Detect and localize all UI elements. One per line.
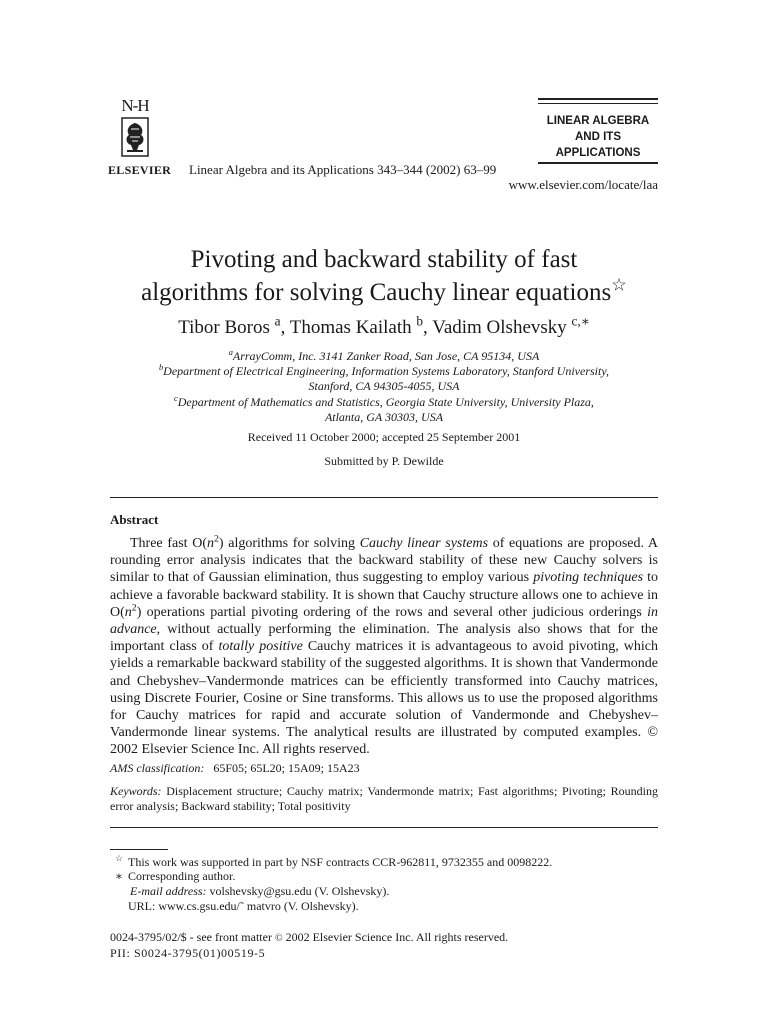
abstract-math: n <box>206 536 214 551</box>
affiliation-text: Department of Electrical Engineering, Information Systems Laboratory, Stanford University, <box>163 364 610 378</box>
affiliation-text: ArrayComm, Inc. 3141 Zanker Road, San Jose, CA 95134, USA <box>232 349 540 363</box>
keywords-value: Displacement structure; Cauchy matrix; Vandermonde matrix; Fast algorithms; Pivoting; Rounding error analysis; Backward stability; Total positivity <box>110 784 658 813</box>
author-name: Tibor Boros <box>178 317 270 338</box>
journal-box-line: APPLICATIONS <box>555 147 641 159</box>
email-label: E-mail address: <box>130 884 207 898</box>
abstract-emphasis: totally positive <box>218 639 303 655</box>
abstract-body <box>110 535 658 759</box>
journal-citation: Linear Algebra and its Applications 343–344 (2002) 63–99 <box>189 162 497 177</box>
footnote-corresponding <box>110 869 658 884</box>
abstract-text: ) operations partial pivoting ordering of the rows and several other judicious orderings <box>136 604 648 620</box>
issn-text: 0024-3795/02/$ - see front matter <box>110 930 275 944</box>
ams-label: AMS classification: <box>110 761 205 775</box>
elsevier-tree-logo <box>121 117 149 157</box>
footnote-text: This work was supported in part by NSF contracts CCR-962811, 9732355 and 0098222. <box>128 855 553 869</box>
affiliation-text: Atlanta, GA 30303, USA <box>324 410 444 424</box>
abstract-text: to achieve a favorable backward stability. It is shown that Cauchy structure allows one to achieve in O( <box>110 570 659 620</box>
affiliation-c <box>110 395 658 425</box>
footnote-rule <box>110 849 168 850</box>
abstract-rule-top <box>110 497 658 498</box>
affiliation-mark: a <box>228 348 233 357</box>
ams-value: 65F05; 65L20; 15A09; 15A23 <box>213 761 360 775</box>
paper-title <box>110 243 658 309</box>
submitted-by: Submitted by P. Dewilde <box>324 454 444 468</box>
affiliation-text: Stanford, CA 94305-4055, USA <box>308 379 460 393</box>
received-dates: Received 11 October 2000; accepted 25 September 2001 <box>247 430 521 444</box>
journal-url[interactable]: www.elsevier.com/locate/laa <box>508 177 658 192</box>
journal-box-line: AND ITS <box>575 131 621 143</box>
journal-box-title <box>538 113 658 161</box>
abstract-emphasis: pivoting techniques <box>533 570 644 586</box>
author-affil-mark: b <box>416 313 424 329</box>
journal-box-rule-top-thin <box>538 103 658 104</box>
abstract-text: , without actually performing the elimination. The analysis also shows that for the important class of <box>110 622 658 655</box>
abstract-emphasis: Cauchy linear systems <box>359 536 489 551</box>
abstract-text: of equations are proposed. A rounding error analysis indicates that the backward stability of these new Cauchy solvers is similar to that of Gaussian elimination, thus suggesting to employ various <box>110 536 658 586</box>
affiliation-b <box>110 364 658 394</box>
author-name: Thomas Kailath <box>289 317 412 338</box>
title-line-text: algorithms for solving Cauchy linear equations <box>141 279 612 306</box>
abstract-text: Cauchy matrices it is advantageous to avoid pivoting, which yields a remarkable backward stability of the suggested algorithms. It is shown that Vandermonde and Chebyshev–Vandermonde matrices can be efficiently transformed into Cauchy matrices, using Discrete Fourier, Cosine or Sine transforms. This allows us to use the proposed algorithms for Cauchy matrices for rapid and accurate solution of Vandermonde and Chebyshev–Vandermonde linear systems. The analytical results are illustrated by computed examples. © 2002 Elsevier Science Inc. All rights reserved. <box>110 639 659 758</box>
email-value[interactable]: volshevsky@gsu.edu (V. Olshevsky). <box>209 884 390 898</box>
author-affil-mark: c,∗ <box>571 313 590 329</box>
issn-text: 2002 Elsevier Science Inc. All rights reserved. <box>282 930 509 944</box>
journal-box-line: LINEAR ALGEBRA <box>546 115 650 127</box>
footnote-asterisk-mark: ∗ <box>114 869 124 883</box>
affiliation-mark: b <box>158 363 164 372</box>
abstract-rule-bottom <box>110 827 658 828</box>
abstract-heading: Abstract <box>110 512 159 527</box>
author-affil-mark: a <box>274 313 281 329</box>
title-line: Pivoting and backward stability of fast <box>190 246 578 273</box>
abstract-text: Three fast O( <box>130 536 207 551</box>
affiliation-mark: c <box>174 394 178 403</box>
abstract-math: 2 <box>213 533 219 545</box>
footnote-email <box>110 884 678 899</box>
footnote-text: Corresponding author. <box>128 869 236 883</box>
affiliation-a <box>110 349 658 364</box>
author-list: Tibor Boros $^a$, Thomas Kailath $^b$, Vadim Olshevsky $^{c,∗}$ <box>178 313 590 338</box>
copyright-footer <box>110 930 508 961</box>
journal-box-rule-bottom <box>538 162 658 164</box>
author-name: Vadim Olshevsky <box>432 317 567 338</box>
affiliation-text: Department of Mathematics and Statistics, Georgia State University, University Plaza, <box>177 395 594 409</box>
publisher-name: ELSEVIER <box>108 163 172 177</box>
title-line <box>110 276 658 309</box>
publisher-monogram: N-H <box>121 96 149 115</box>
abstract-math: 2 <box>131 602 137 614</box>
footnote-url[interactable]: URL: www.cs.gsu.edu/˜ matvro (V. Olshevsky). <box>128 899 359 913</box>
copyright-symbol: © <box>274 933 283 944</box>
pii: PII: S0024-3795(01)00519-5 <box>110 946 266 960</box>
journal-box-rule-top <box>538 98 658 100</box>
title-footnote-mark[interactable]: ☆ <box>611 274 627 295</box>
abstract-text: ) algorithms for solving <box>218 536 360 551</box>
footnote-support: ☆ This work was supported in part by NSF contracts CCR-962811, 9732355 and 0098222. <box>115 854 553 869</box>
keywords-label: Keywords: <box>110 784 162 798</box>
abstract-math: n <box>124 604 132 620</box>
abstract-emphasis: in advance <box>110 604 658 638</box>
ams-classification <box>110 761 360 776</box>
keywords <box>110 784 658 814</box>
